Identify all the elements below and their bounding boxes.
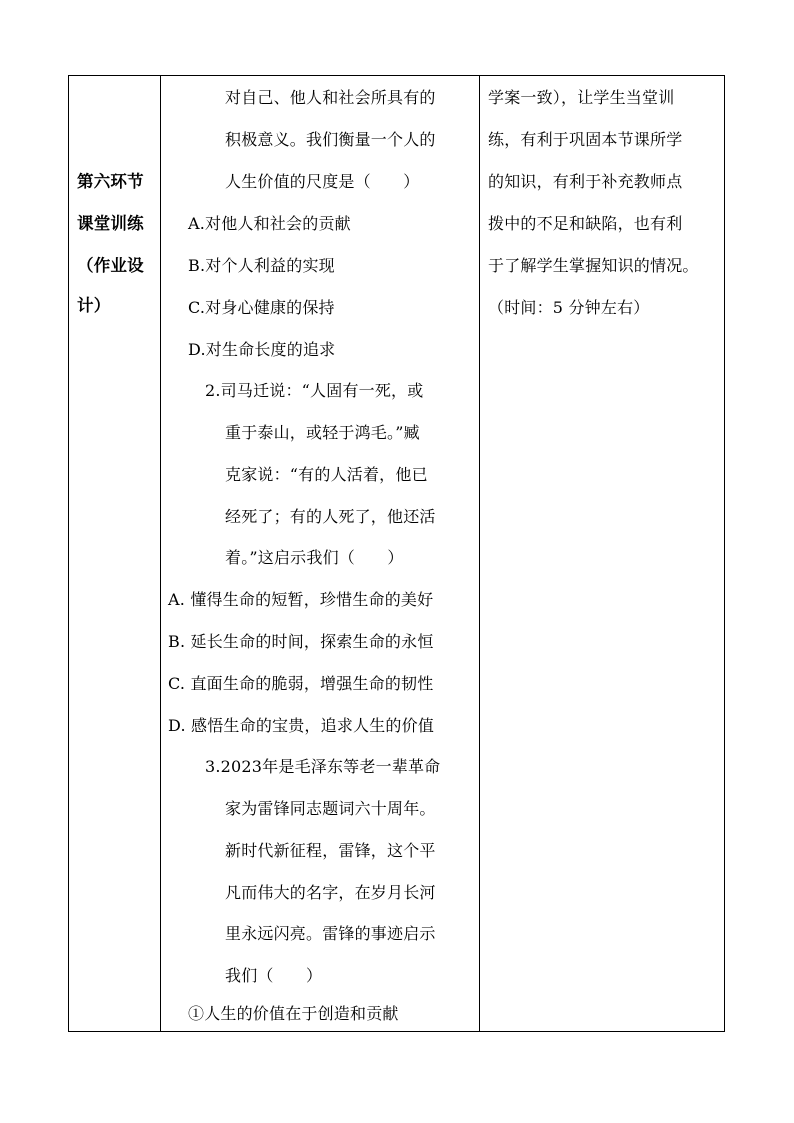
question-text-line: 新时代新征程，雷锋，这个平 — [225, 841, 436, 860]
section-title-line: （作业设 — [77, 256, 144, 275]
question-text-line: 重于泰山，或轻于鸿毛。”臧 — [225, 423, 420, 442]
question-text-line: 3.2023年是毛泽东等老一辈革命 — [205, 757, 441, 776]
design-intent-line: 拨中的不足和缺陷，也有利 — [488, 214, 683, 233]
section-title-line: 课堂训练 — [77, 214, 144, 233]
question-text-line: 里永远闪亮。雷锋的事迹启示 — [225, 924, 436, 943]
question-text-line: 凡而伟大的名字，在岁月长河 — [225, 883, 436, 902]
question-text-line: 积极意义。我们衡量一个人的 — [225, 130, 436, 149]
statement-item: ①人生的价值在于创造和贡献 — [188, 1004, 399, 1023]
answer-option: D. 感悟生命的宝贵，追求人生的价值 — [168, 716, 435, 735]
answer-option: C. 直面生命的脆弱，增强生命的韧性 — [168, 674, 434, 693]
question-text-line: 家为雷锋同志题词六十周年。 — [225, 799, 436, 818]
answer-option: D.对生命长度的追求 — [188, 340, 336, 359]
question-text-line: 2.司马迁说：“人固有一死，或 — [205, 381, 424, 400]
answer-option: B.对个人利益的实现 — [188, 256, 335, 275]
design-intent-line: 练，有利于巩固本节课所学 — [488, 130, 683, 149]
answer-option: A. 懂得生命的短暂，珍惜生命的美好 — [168, 590, 434, 609]
design-intent-line: 学案一致），让学生当堂训 — [488, 88, 675, 107]
answer-option: A.对他人和社会的贡献 — [188, 214, 351, 233]
question-text-line: 对自己、他人和社会所具有的 — [225, 88, 436, 107]
question-text-line: 我们（ ） — [225, 966, 323, 985]
answer-option: B. 延长生命的时间，探索生命的永恒 — [168, 632, 434, 651]
answer-option: C.对身心健康的保持 — [188, 298, 335, 317]
question-text-line: 人生价值的尺度是（ ） — [225, 172, 420, 191]
question-text-line: 克家说：“有的人活着，他已 — [225, 465, 428, 484]
section-title-line: 第六环节 — [77, 172, 144, 191]
column-divider — [160, 76, 161, 1031]
question-text-line: 经死了；有的人死了，他还活 — [225, 507, 436, 526]
design-intent-line: 的知识，有利于补充教师点 — [488, 172, 683, 191]
design-intent-line: （时间：5 分钟左右） — [488, 298, 650, 317]
question-text-line: 着。”这启示我们（ ） — [225, 548, 404, 567]
section-title-line: 计） — [77, 296, 111, 315]
design-intent-line: 于了解学生掌握知识的情况。 — [488, 256, 699, 275]
column-divider — [479, 76, 480, 1031]
